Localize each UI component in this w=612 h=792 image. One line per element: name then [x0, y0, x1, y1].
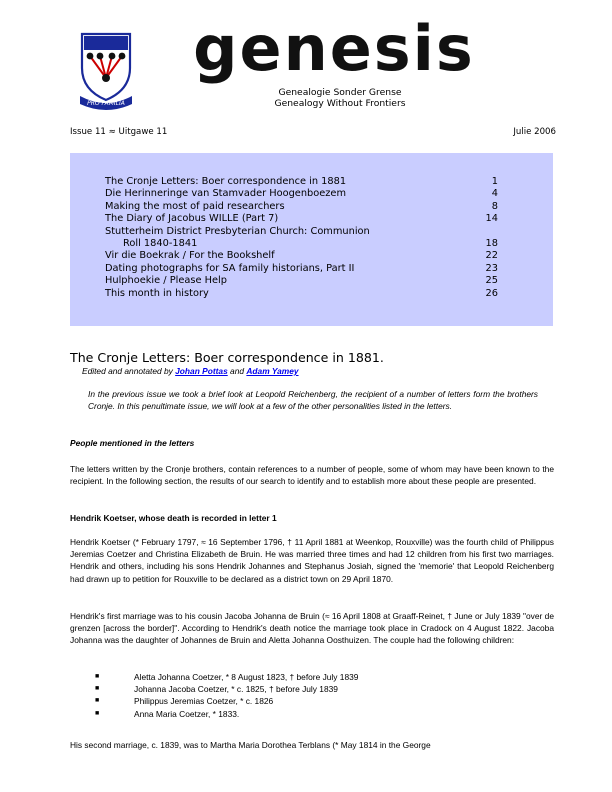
toc-item-title: Hulphoekie / Please Help	[105, 275, 227, 287]
issue-info	[70, 127, 556, 137]
list-item	[95, 708, 358, 720]
toc-item-page: 4	[491, 188, 498, 200]
children-list	[95, 671, 358, 720]
toc-item[interactable]	[105, 275, 498, 287]
toc-item-page: 25	[485, 275, 498, 287]
toc-item-title: Vir die Boekrak / For the Bookshelf	[105, 250, 275, 262]
byline-and: and	[227, 366, 247, 376]
bullet-icon: ■	[95, 697, 100, 705]
toc-item-title: Die Herinneringe van Stamvader Hoogenboezem	[105, 188, 346, 200]
child-text: Johanna Jacoba Coetzer, * c. 1825, † before July 1839	[134, 684, 338, 695]
issue-date: Julie 2006	[513, 127, 556, 137]
toc-item[interactable]	[105, 213, 498, 225]
toc-item-page: 1	[491, 176, 498, 187]
article-byline	[82, 366, 299, 376]
table-of-contents	[70, 153, 553, 326]
subtitle	[230, 88, 450, 109]
toc-item[interactable]	[105, 250, 498, 262]
author-link-yamey[interactable]: Adam Yamey	[246, 366, 299, 376]
toc-item[interactable]	[105, 176, 498, 188]
toc-item-title: Making the most of paid researchers	[105, 200, 285, 212]
bullet-icon: ■	[95, 673, 100, 680]
issue-number: Issue 11 ≈ Uitgawe 11	[70, 127, 168, 137]
toc-item-page: 22	[485, 250, 498, 262]
genesis-title: genesis	[193, 12, 475, 85]
toc-item-title: Roll 1840-1841	[123, 237, 198, 249]
paragraph: His second marriage, c. 1839, was to Martha Maria Dorothea Terblans (* May 1814 in the George	[70, 740, 431, 750]
toc-item-title: This month in history	[105, 287, 209, 299]
toc-item[interactable]	[105, 238, 498, 250]
child-text: Philippus Jeremias Coetzer, * c. 1826	[134, 696, 274, 707]
logo-motto: PRO FAMILIA	[87, 100, 125, 107]
list-item	[95, 695, 358, 707]
list-item	[95, 683, 358, 695]
toc-item[interactable]	[105, 226, 498, 238]
bullet-icon: ■	[95, 685, 100, 693]
toc-item-page: 8	[491, 200, 498, 212]
toc-item-page: 14	[485, 213, 498, 225]
toc-item-page: 18	[485, 237, 498, 249]
subtitle-afrikaans: Genealogie Sonder Grense	[278, 87, 402, 98]
toc-item-title: The Diary of Jacobus WILLE (Part 7)	[105, 213, 279, 225]
toc-item-title: The Cronje Letters: Boer correspondence in 1881	[105, 176, 347, 187]
article-title: The Cronje Letters: Boer correspondence in 1881.	[70, 350, 384, 365]
byline-prefix: Edited and annotated by	[82, 366, 176, 376]
section-heading-koetser: Hendrik Koetser, whose death is recorded in letter 1	[70, 513, 277, 523]
toc-item-page: 23	[485, 262, 498, 274]
masthead-title	[193, 12, 475, 89]
child-text: Aletta Johanna Coetzer, * 8 August 1823, † before July 1839	[134, 672, 359, 682]
paragraph: The letters written by the Cronje brothers, contain references to a number of people, some of whom may have been known to the recipient. In the following section, the results of our search to identify and to establish more about these people are presented.	[70, 464, 554, 487]
toc-item[interactable]	[105, 201, 498, 213]
subtitle-english: Genealogy Without Frontiers	[274, 97, 406, 109]
paragraph: Hendrik's first marriage was to his cousin Jacoba Johanna de Bruin (≈ 16 April 1808 at Graaff-Reinet, † June or July 1839 "over de grenzen [across the border]". According to Hendrik's death notice the marriage took place in Cradock on 4 August 1822. Jacoba Johanna was the daughter of Johannes de Bruin and Aletta Johanna Oosthuizen. The couple had the following children:	[70, 611, 554, 646]
author-link-pottas[interactable]: Johan Pottas	[175, 366, 228, 376]
section-heading-people: People mentioned in the letters	[70, 438, 195, 448]
toc-item[interactable]	[105, 263, 498, 275]
child-text: Anna Maria Coetzer, * 1833.	[134, 708, 240, 719]
toc-item-title: Stutterheim District Presbyterian Church: Communion	[105, 225, 370, 237]
society-crest-logo	[78, 30, 134, 110]
bullet-icon: ■	[95, 709, 100, 717]
toc-item-title: Dating photographs for SA family historians, Part II	[105, 262, 355, 274]
toc-item[interactable]	[105, 288, 498, 300]
paragraph: Hendrik Koetser (* February 1797, ≈ 16 September 1796, † 11 April 1881 at Weenkop, Rouxville) was the fourth child of Philippus Jeremias Coetzer and Christina Elizabeth de Bruin. He was married three times and had 12 children from his first two marriages. Hendrik and others, including his sons Hendrik Johannes and Stephanus Josiah, signed the 'memorie' that Leopold Reichenberg had drawn up to petition for Rouxville to be declared as a district town on 29 April 1870.	[70, 537, 554, 584]
toc-item-page: 26	[485, 287, 498, 299]
toc-item[interactable]	[105, 188, 498, 200]
article-intro: In the previous issue we took a brief look at Leopold Reichenberg, the recipient of a number of letters form the brothers Cronje. In this penultimate issue, we will look at a few of the other personalities listed in the letters.	[88, 389, 538, 412]
list-item	[95, 671, 358, 683]
toc-list	[105, 176, 498, 300]
